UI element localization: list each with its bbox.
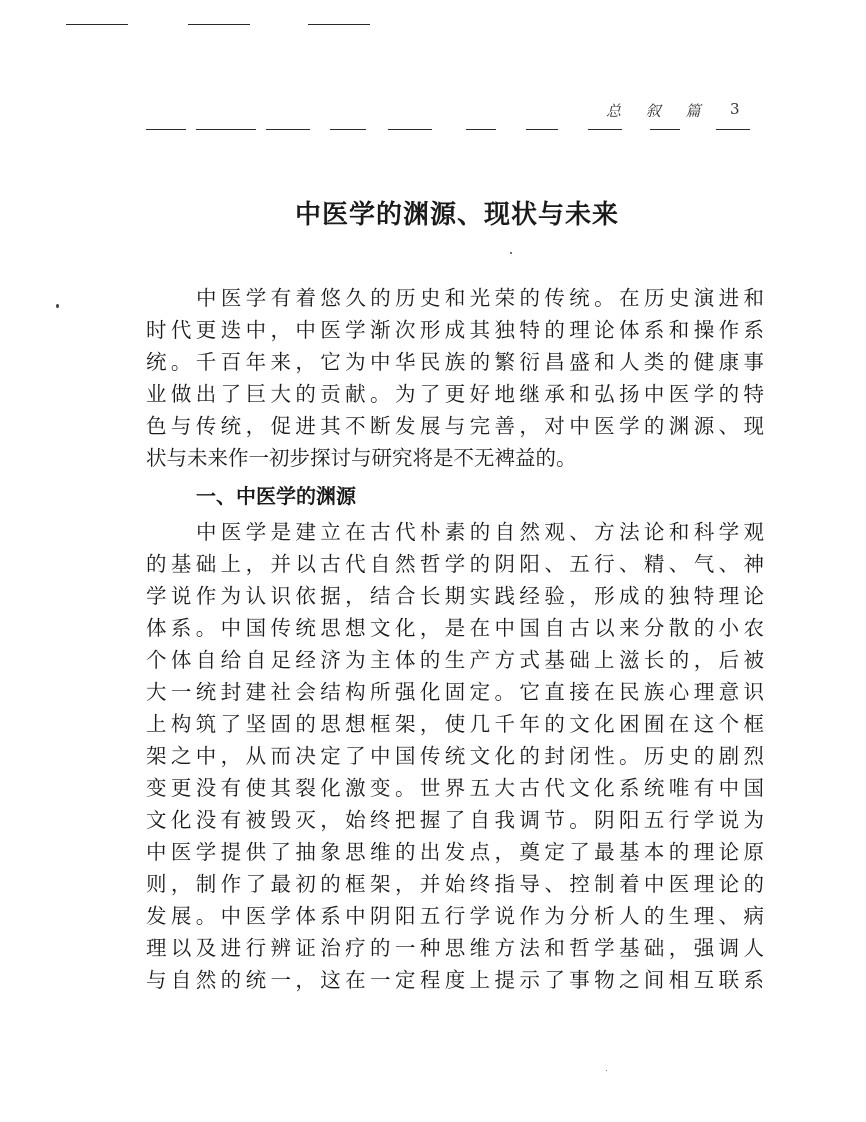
text-line: 统。千百年来，它为中华民族的繁衍昌盛和人类的健康事 bbox=[146, 350, 764, 374]
text-line: 学说作为认识依据，结合长期实践经验，形成的独特理论 bbox=[146, 584, 764, 608]
text-line: 上构筑了坚固的思想框架，使几千年的文化困囿在这个框 bbox=[146, 712, 764, 736]
text-line: 状与未来作一初步探讨与研究将是不无裨益的。 bbox=[146, 446, 577, 470]
scan-artifact-line bbox=[66, 24, 128, 25]
text-line: 业做出了巨大的贡献。为了更好地继承和弘扬中医学的特 bbox=[146, 382, 764, 406]
text-line: 变更没有使其裂化激变。世界五大古代文化系统唯有中国 bbox=[146, 776, 764, 800]
text-line: 中医学有着悠久的历史和光荣的传统。在历史演进和 bbox=[196, 286, 764, 310]
text-line: 理以及进行辨证治疗的一种思维方法和哲学基础，强调人 bbox=[146, 936, 764, 960]
text-line: 大一统封建社会结构所强化固定。它直接在民族心理意识 bbox=[146, 680, 764, 704]
scan-speck bbox=[510, 252, 512, 254]
page-number: 3 bbox=[730, 100, 740, 118]
section-heading: 一、中医学的渊源 bbox=[196, 484, 356, 508]
text-line: 中医学是建立在古代朴素的自然观、方法论和科学观 bbox=[196, 520, 764, 544]
text-line: 文化没有被毁灭，始终把握了自我调节。阴阳五行学说为 bbox=[146, 808, 764, 832]
text-line: 体系。中国传统思想文化，是在中国自古以来分散的小农 bbox=[146, 616, 764, 640]
text-line: 发展。中医学体系中阴阳五行学说作为分析人的生理、病 bbox=[146, 904, 764, 928]
article-title: 中医学的渊源、现状与未来 bbox=[294, 200, 619, 230]
scan-artifact-line bbox=[188, 24, 250, 25]
text-line: 时代更迭中，中医学渐次形成其独特的理论体系和操作系 bbox=[146, 318, 764, 342]
text-line: 色与传统，促进其不断发展与完善，对中医学的渊源、现 bbox=[146, 414, 764, 438]
text-line: 个体自给自足经济为主体的生产方式基础上滋长的，后被 bbox=[146, 648, 764, 672]
running-header: 总 叙 篇 bbox=[606, 102, 711, 120]
text-line: 则，制作了最初的框架，并始终指导、控制着中医理论的 bbox=[146, 872, 764, 896]
text-line: 的基础上，并以古代自然哲学的阴阳、五行、精、气、神 bbox=[146, 552, 764, 576]
text-line: 与自然的统一，这在一定程度上提示了事物之间相互联系 bbox=[146, 968, 764, 992]
scan-speck bbox=[56, 304, 59, 308]
text-line: 架之中，从而决定了中国传统文化的封闭性。历史的剧烈 bbox=[146, 744, 764, 768]
text-line: 中医学提供了抽象思维的出发点，奠定了最基本的理论原 bbox=[146, 840, 764, 864]
scan-artifact-line bbox=[308, 24, 370, 25]
scan-speck bbox=[606, 1070, 607, 1071]
